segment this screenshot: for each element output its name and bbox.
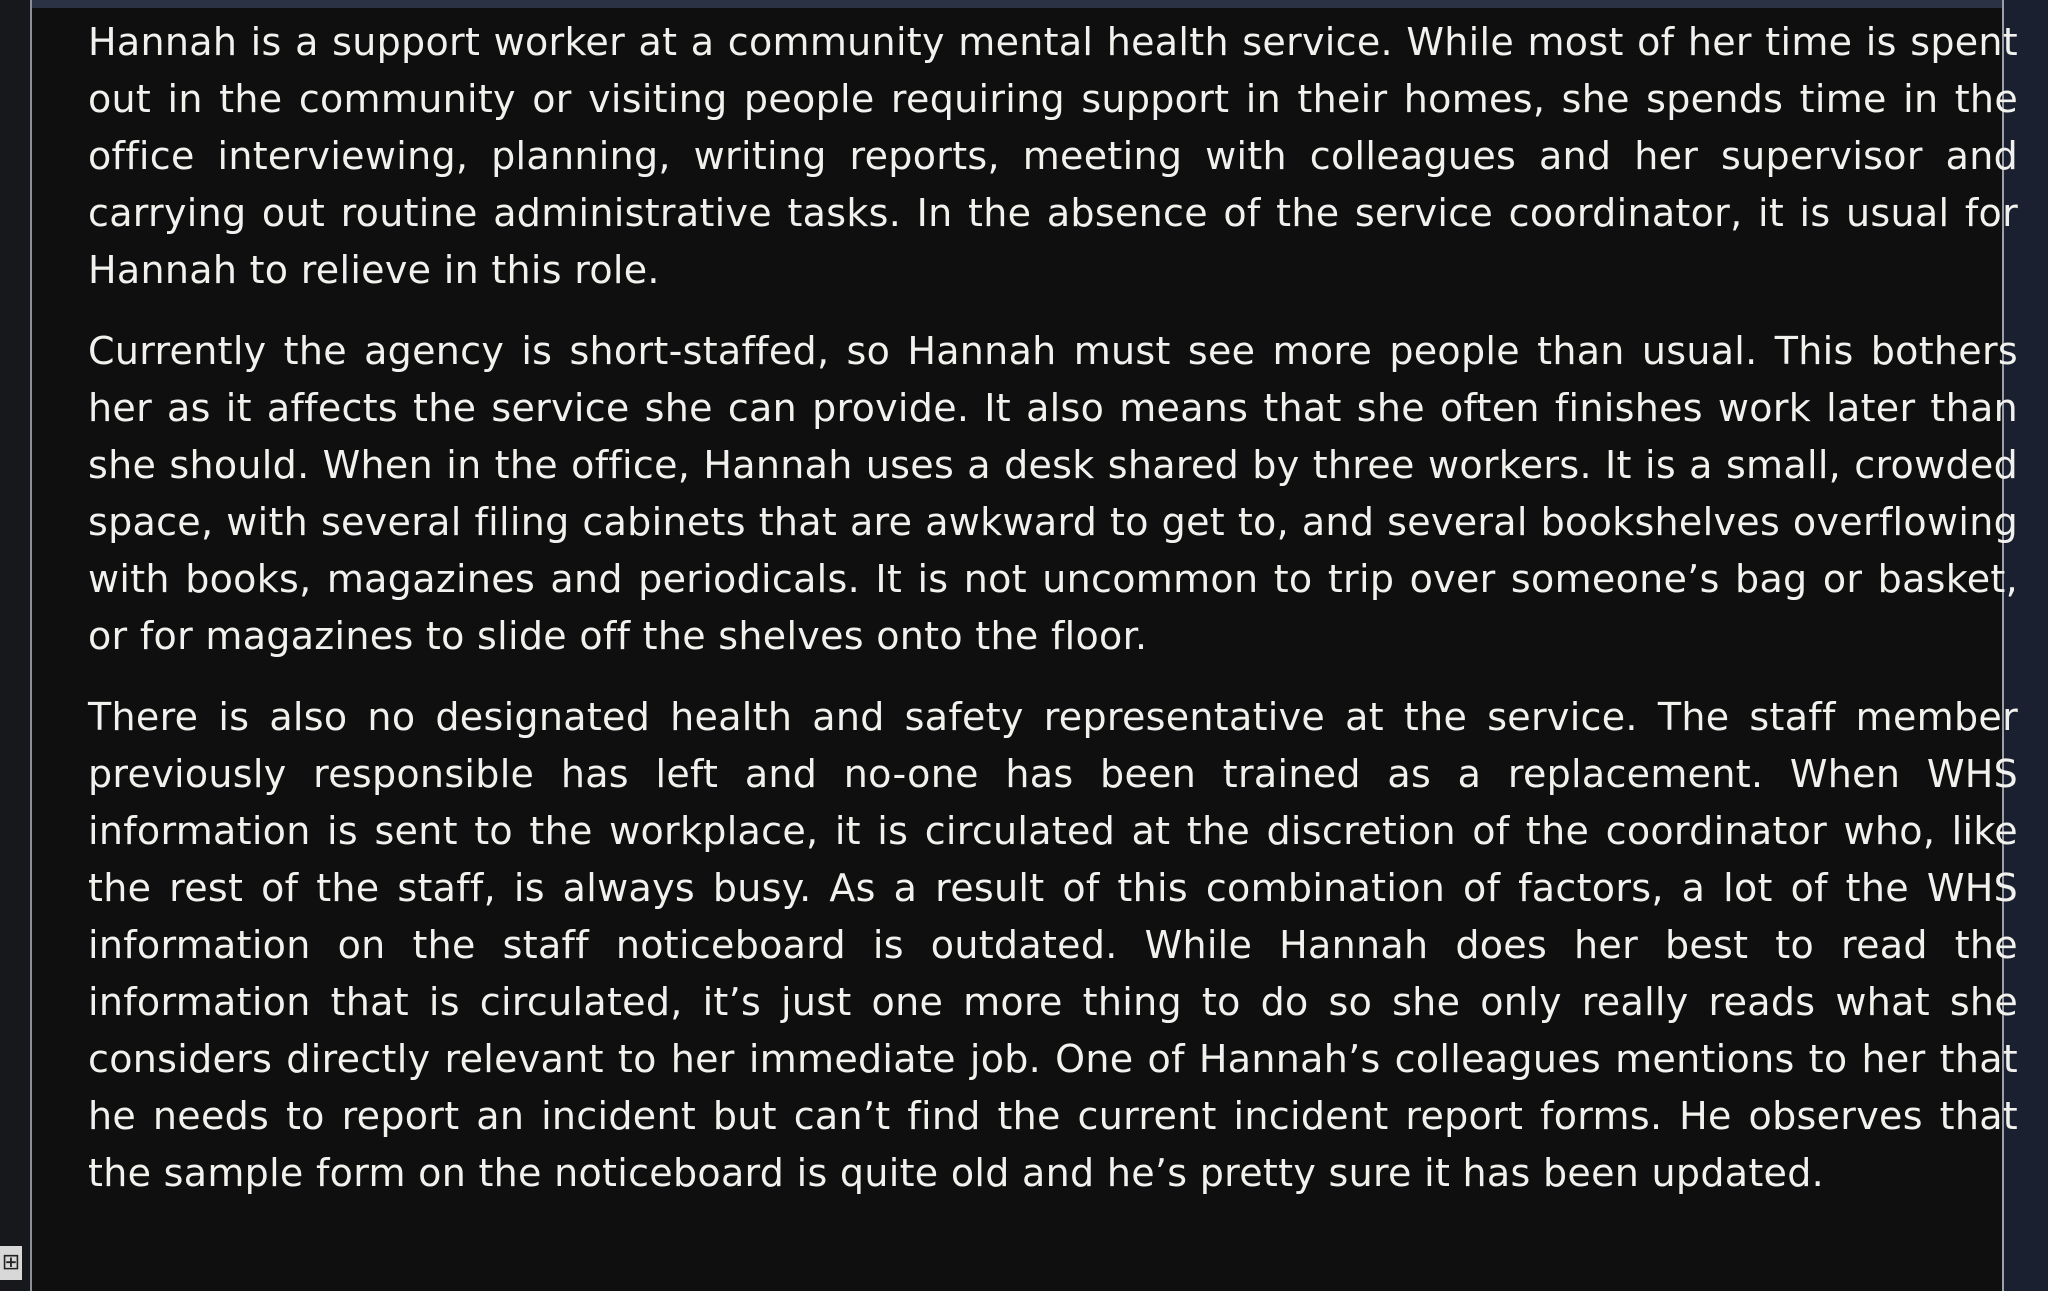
paragraph-2: Currently the agency is short-staffed, so Hannah must see more people than usual. This bothers her as it affects the service she can provide. It also means that she often finishes work later than she should. When in the office, Hannah uses a desk shared by three workers. It is a small, crowded space, with several filing cabinets that are awkward to get to, and several bookshelves overflowing with books, magazines and periodicals. It is not uncommon to trip over someone’s bag or basket, or for magazines to slide off the shelves onto the floor.: [88, 329, 2018, 658]
document-body[interactable]: [88, 14, 2018, 1226]
move-handle-icon[interactable]: ⊞: [0, 1246, 22, 1280]
paragraph-1: Hannah is a support worker at a community mental health service. While most of her time is spent out in the community or visiting people requiring support in their homes, she spends time in the office interviewing, planning, writing reports, meeting with colleagues and her supervisor and carrying out routine administrative tasks. In the absence of the service coordinator, it is usual for Hannah to relieve in this role.: [88, 20, 2018, 292]
left-margin: [0, 0, 30, 1291]
text-box[interactable]: [32, 8, 2018, 1291]
paragraph-3: There is also no designated health and safety representative at the service. The staff member previously responsible has left and no-one has been trained as a replacement. When WHS information is sent to the workplace, it is circulated at the discretion of the coordinator who, like the rest of the staff, is always busy. As a result of this combination of factors, a lot of the WHS information on the staff noticeboard is outdated. While Hannah does her best to read the information that is circulated, it’s just one more thing to do so she only really reads what she considers directly relevant to her immediate job. One of Hannah’s colleagues mentions to her that he needs to report an incident but can’t find the current incident report forms. He observes that the sample form on the noticeboard is quite old and he’s pretty sure it has been updated.: [88, 695, 2018, 1195]
